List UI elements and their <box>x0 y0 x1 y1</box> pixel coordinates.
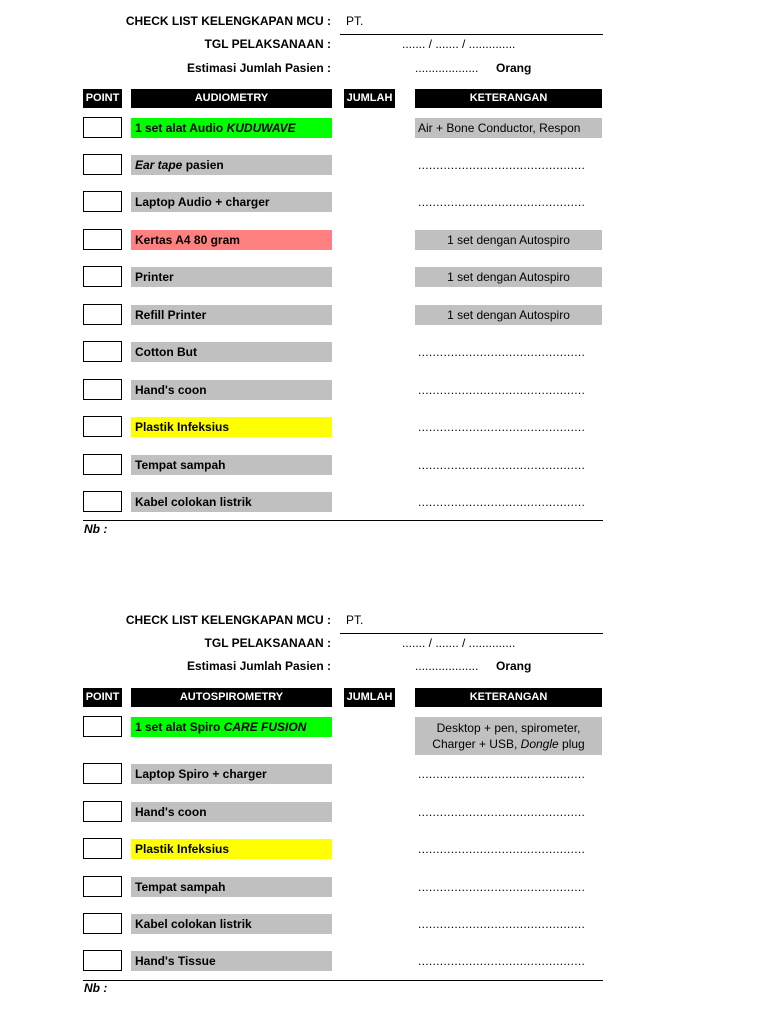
list-item <box>0 838 768 860</box>
point-checkbox[interactable] <box>83 454 122 475</box>
item-label: Refill Printer <box>131 305 332 325</box>
item-note: .............................................. <box>418 954 586 968</box>
date-label: TGL PELAKSANAAN : <box>204 636 331 650</box>
point-checkbox[interactable] <box>83 716 122 737</box>
item-label: Tempat sampah <box>131 877 332 897</box>
item-label: Plastik Infeksius <box>131 839 332 859</box>
item-note <box>415 717 602 755</box>
column-item: AUTOSPIROMETRY <box>131 688 332 707</box>
point-checkbox[interactable] <box>83 154 122 175</box>
patient-estimate-value: ................... <box>415 61 479 75</box>
item-label: Tempat sampah <box>131 455 332 475</box>
checklist-title-label: CHECK LIST KELENGKAPAN MCU : <box>125 613 331 627</box>
nb-label: Nb : <box>84 522 108 536</box>
item-note: 1 set dengan Autospiro <box>415 267 602 287</box>
column-jumlah: JUMLAH <box>344 89 395 108</box>
item-label: Kabel colokan listrik <box>131 492 332 512</box>
point-checkbox[interactable] <box>83 876 122 897</box>
list-item <box>0 154 768 176</box>
list-item <box>0 266 768 288</box>
section-bottom-rule <box>83 520 603 521</box>
point-checkbox[interactable] <box>83 304 122 325</box>
item-label: Cotton But <box>131 342 332 362</box>
patient-estimate-label: Estimasi Jumlah Pasien : <box>186 659 331 673</box>
item-note: 1 set dengan Autospiro <box>415 305 602 325</box>
item-note: .............................................. <box>418 158 586 172</box>
item-note-line-1: Desktop + pen, spirometer, <box>436 721 581 735</box>
list-item <box>0 801 768 823</box>
list-item <box>0 716 768 756</box>
list-item <box>0 763 768 785</box>
item-label: Ear tape pasien <box>131 155 332 175</box>
point-checkbox[interactable] <box>83 763 122 784</box>
item-label: Hand's coon <box>131 802 332 822</box>
company-value: PT. <box>346 14 364 28</box>
patient-estimate-value: ................... <box>415 659 479 673</box>
column-keterangan: KETERANGAN <box>415 89 602 108</box>
patient-estimate-label: Estimasi Jumlah Pasien : <box>186 61 331 75</box>
list-item <box>0 491 768 513</box>
point-checkbox[interactable] <box>83 801 122 822</box>
column-jumlah: JUMLAH <box>344 688 395 707</box>
item-note: .............................................. <box>418 383 586 397</box>
point-checkbox[interactable] <box>83 913 122 934</box>
nb-label: Nb : <box>84 981 108 995</box>
item-note: 1 set dengan Autospiro <box>415 230 602 250</box>
item-label: Printer <box>131 267 332 287</box>
date-label: TGL PELAKSANAAN : <box>204 37 331 51</box>
item-note: .............................................. <box>418 917 586 931</box>
list-item <box>0 416 768 438</box>
item-label: Laptop Audio + charger <box>131 192 332 212</box>
item-label: 1 set alat Spiro CARE FUSION <box>131 717 332 737</box>
item-label: Kabel colokan listrik <box>131 914 332 934</box>
item-note: .............................................. <box>418 495 586 509</box>
item-label: Kertas A4 80 gram <box>131 230 332 250</box>
list-item <box>0 341 768 363</box>
item-note: .............................................. <box>418 458 586 472</box>
point-checkbox[interactable] <box>83 229 122 250</box>
column-point: POINT <box>83 89 122 108</box>
list-item <box>0 304 768 326</box>
section-bottom-rule <box>83 980 603 981</box>
item-note: .............................................. <box>418 805 586 819</box>
item-note-line-2: Charger + USB, Dongle plug <box>432 737 585 751</box>
patient-estimate-unit: Orang <box>496 61 532 75</box>
item-label: Plastik Infeksius <box>131 417 332 437</box>
patient-estimate-unit: Orang <box>496 659 532 673</box>
list-item <box>0 950 768 972</box>
point-checkbox[interactable] <box>83 491 122 512</box>
list-item <box>0 191 768 213</box>
point-checkbox[interactable] <box>83 117 122 138</box>
column-keterangan: KETERANGAN <box>415 688 602 707</box>
checklist-autospirometry <box>0 599 768 1024</box>
point-checkbox[interactable] <box>83 191 122 212</box>
company-underline <box>340 34 603 35</box>
point-checkbox[interactable] <box>83 838 122 859</box>
item-note: .............................................. <box>418 880 586 894</box>
item-note: .............................................. <box>418 767 586 781</box>
point-checkbox[interactable] <box>83 379 122 400</box>
list-item <box>0 913 768 935</box>
item-note: .............................................. <box>418 420 586 434</box>
point-checkbox[interactable] <box>83 416 122 437</box>
item-label: Laptop Spiro + charger <box>131 764 332 784</box>
point-checkbox[interactable] <box>83 341 122 362</box>
list-item <box>0 454 768 476</box>
date-value: ....... / ....... / .............. <box>402 37 516 51</box>
point-checkbox[interactable] <box>83 266 122 287</box>
item-note: Air + Bone Conductor, Respon <box>415 118 602 138</box>
company-underline <box>340 633 603 634</box>
item-label: 1 set alat Audio KUDUWAVE <box>131 118 332 138</box>
list-item <box>0 229 768 251</box>
item-note: .............................................. <box>418 195 586 209</box>
list-item <box>0 876 768 898</box>
checklist-title-label: CHECK LIST KELENGKAPAN MCU : <box>125 14 331 28</box>
point-checkbox[interactable] <box>83 950 122 971</box>
item-note: .............................................. <box>418 345 586 359</box>
item-note: .............................................. <box>418 842 586 856</box>
column-point: POINT <box>83 688 122 707</box>
company-value: PT. <box>346 613 364 627</box>
date-value: ....... / ....... / .............. <box>402 636 516 650</box>
list-item <box>0 117 768 139</box>
list-item <box>0 379 768 401</box>
column-item: AUDIOMETRY <box>131 89 332 108</box>
item-label: Hand's Tissue <box>131 951 332 971</box>
item-label: Hand's coon <box>131 380 332 400</box>
